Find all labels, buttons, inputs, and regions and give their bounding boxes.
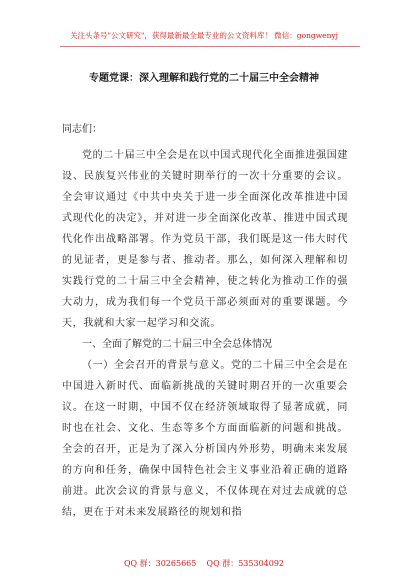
document-title: 专题党课：深入理解和践行党的二十届三中全会精神 (89, 73, 319, 84)
footer-contact (0, 558, 408, 569)
subsection-paragraph: （一）全会召开的背景与意义。党的二十届三中全会是在中国进入新时代、面临新挑战的关键时期召开的一次重要会议。在这一时期，中国不仅在经济领域取得了显著成就，同时也在社会、文化、生态等多个方面面临新的问题和挑战。全会的召开，正是为了深入分析国内外形势，明确未来发展的方向和任务，确保中国特色社会主义事业沿着正确的道路前进。此次会议的背景与意义，不仅体现在对过去成就的总结，更在于对未来发展路径的规划和指 (62, 360, 348, 518)
header-divider (60, 46, 360, 47)
document-body (62, 120, 348, 523)
intro-paragraph: 党的二十届三中全会是在以中国式现代化全面推进强国建设、民族复兴伟业的关键时期举行的一次十分重要的会议。全会审议通过《中共中央关于进一步全面深化改革推进中国式现代化的决定》，并对进一步全面深化改革、推进中国式现代化作出战略部署。作为党员干部，我们既是这一伟大时代的见证者，更是参与者、推动者。那么，如何深入理解和切实践行党的二十届三中全会精神，使之转化为推动工作的强大动力，成为我们每一个党员干部必须面对的重要课题。今天，我就和大家一起学习和交流。 (62, 150, 348, 329)
footer-qq-group-2: QQ 群：535304092 (206, 559, 285, 568)
header-promo-note: 关注头条号"公文研究"，获得最新最全最专业的公文资料库！ 微信：gongwenyj (70, 31, 338, 40)
section-heading: 一、全面了解党的二十届三中全会总体情况 (82, 339, 272, 350)
salutation: 同志们： (62, 124, 102, 135)
footer-qq-group-1: QQ 群：30265665 (123, 559, 197, 568)
